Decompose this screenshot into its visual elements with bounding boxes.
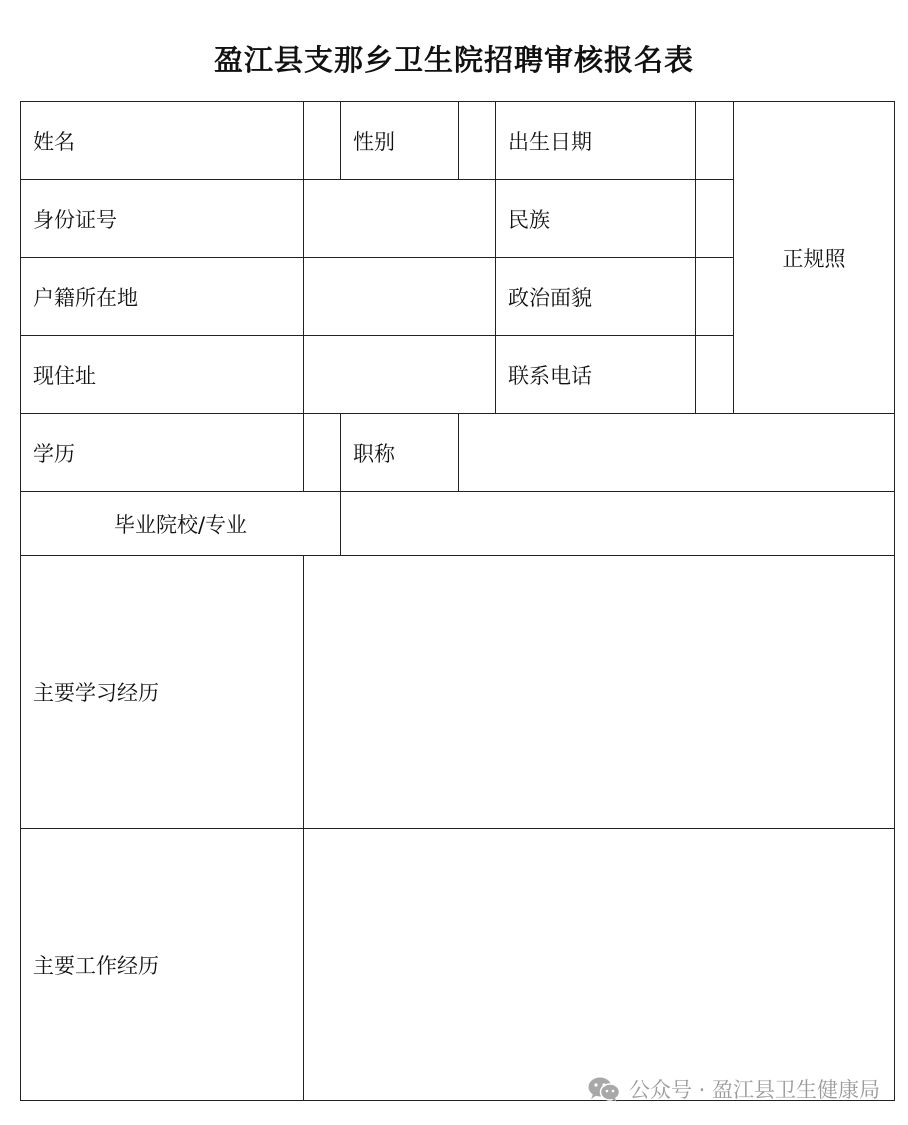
ethnicity-field[interactable] — [696, 180, 734, 258]
photo-box[interactable] — [734, 102, 895, 414]
phone-label: 联系电话 — [496, 336, 696, 414]
political-status-field[interactable] — [696, 258, 734, 336]
registration-form-table — [20, 101, 895, 1101]
school-major-field[interactable] — [341, 492, 895, 556]
name-field[interactable] — [304, 102, 341, 180]
education-field[interactable] — [304, 414, 341, 492]
education-label: 学历 — [21, 414, 304, 492]
political-status-label: 政治面貌 — [496, 258, 696, 336]
professional-title-label: 职称 — [341, 414, 459, 492]
study-history-label: 主要学习经历 — [21, 556, 304, 829]
photo-label: 正规照 — [782, 246, 846, 271]
ethnicity-label: 民族 — [496, 180, 696, 258]
birth-date-field[interactable] — [696, 102, 734, 180]
wechat-icon — [587, 1076, 621, 1102]
gender-field[interactable] — [459, 102, 496, 180]
watermark-text: 公众号 · 盈江县卫生健康局 — [628, 1078, 880, 1102]
work-history-field[interactable] — [304, 829, 895, 1101]
watermark — [587, 1074, 880, 1104]
gender-label: 性别 — [341, 102, 459, 180]
work-history-label: 主要工作经历 — [21, 829, 304, 1101]
id-number-field[interactable] — [304, 180, 496, 258]
form-title: 盈江县支那乡卫生院招聘审核报名表 — [213, 43, 694, 77]
professional-title-field[interactable] — [459, 414, 895, 492]
id-number-label: 身份证号 — [21, 180, 304, 258]
study-history-field[interactable] — [304, 556, 895, 829]
hukou-field[interactable] — [304, 258, 496, 336]
address-label: 现住址 — [21, 336, 304, 414]
name-label: 姓名 — [21, 102, 304, 180]
school-major-label: 毕业院校/专业 — [21, 492, 341, 556]
phone-field[interactable] — [696, 336, 734, 414]
address-field[interactable] — [304, 336, 496, 414]
birth-date-label: 出生日期 — [496, 102, 696, 180]
hukou-label: 户籍所在地 — [21, 258, 304, 336]
